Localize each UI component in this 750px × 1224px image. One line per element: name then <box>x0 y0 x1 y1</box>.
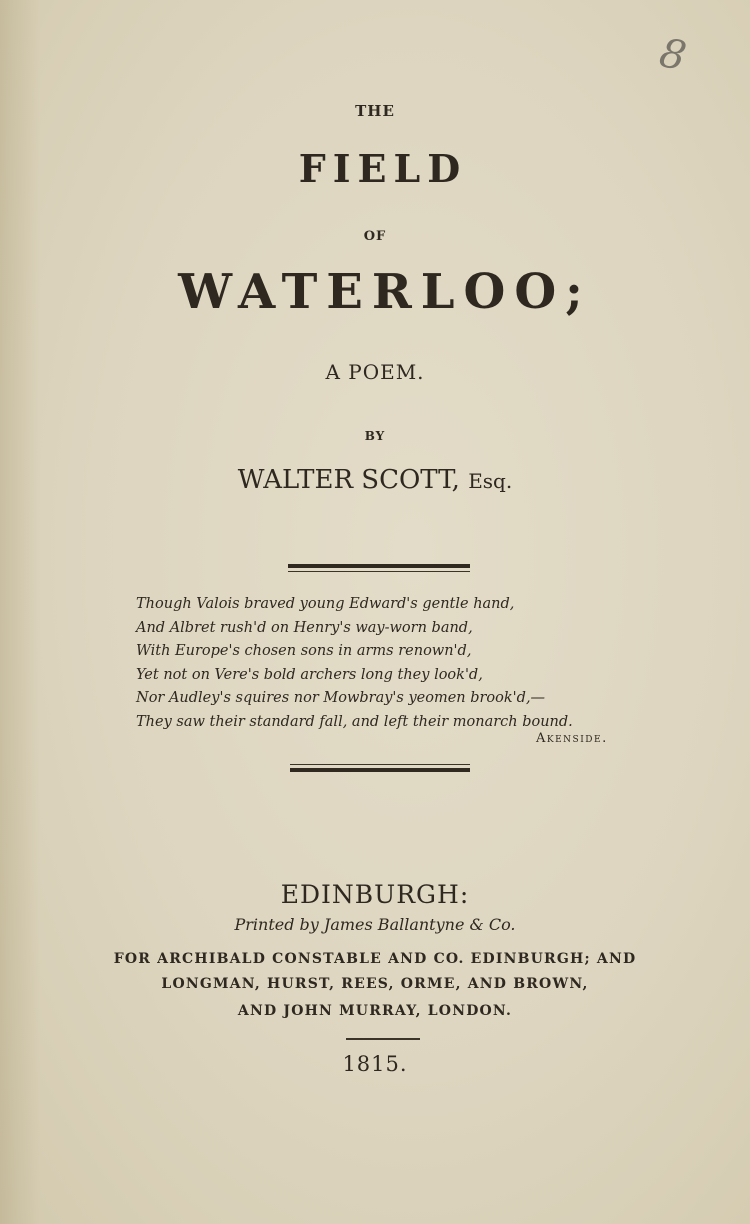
title-of: OF <box>363 229 387 244</box>
imprint-publisher-line: LONGMAN, HURST, REES, ORME, AND BROWN, <box>161 976 589 992</box>
double-rule-bottom-thin <box>290 764 470 765</box>
epigraph-line: Yet not on Vere's bold archers long they look'd, <box>136 666 483 683</box>
pencil-page-number: 8 <box>655 29 690 81</box>
year-rule <box>346 1038 420 1040</box>
title-waterloo: WATERLOO; <box>178 264 592 320</box>
subtitle: A POEM. <box>325 360 425 384</box>
imprint-publisher-line: AND JOHN MURRAY, LONDON. <box>237 1003 513 1019</box>
title-field: FIELD <box>298 146 468 191</box>
title-the: THE <box>355 102 395 120</box>
imprint-printer: Printed by James Ballantyne & Co. <box>234 915 516 934</box>
imprint-city: EDINBURGH: <box>280 880 470 909</box>
author-name: WALTER SCOTT, <box>237 465 460 495</box>
epigraph-attribution: Akenside. <box>536 731 608 746</box>
epigraph-line: Nor Audley's squires nor Mowbray's yeomen brook'd,— <box>136 690 546 706</box>
author <box>0 465 750 495</box>
by-line: BY <box>364 429 386 443</box>
epigraph-line: They saw their standard fall, and left their monarch bound. <box>136 713 573 730</box>
epigraph-line: With Europe's chosen sons in arms renown'd, <box>136 643 472 659</box>
imprint-publisher-line: FOR ARCHIBALD CONSTABLE AND CO. EDINBURGH; AND <box>113 951 637 967</box>
epigraph-line: And Albret rush'd on Henry's way-worn band, <box>136 619 473 636</box>
double-rule-top-thin <box>288 571 470 572</box>
epigraph <box>136 593 573 734</box>
double-rule-bottom-thick <box>290 768 470 772</box>
double-rule-top-thick <box>288 564 470 568</box>
imprint-year: 1815. <box>342 1052 408 1076</box>
author-suffix: Esq. <box>468 469 513 493</box>
epigraph-line: Though Valois braved young Edward's gentle hand, <box>136 596 515 612</box>
